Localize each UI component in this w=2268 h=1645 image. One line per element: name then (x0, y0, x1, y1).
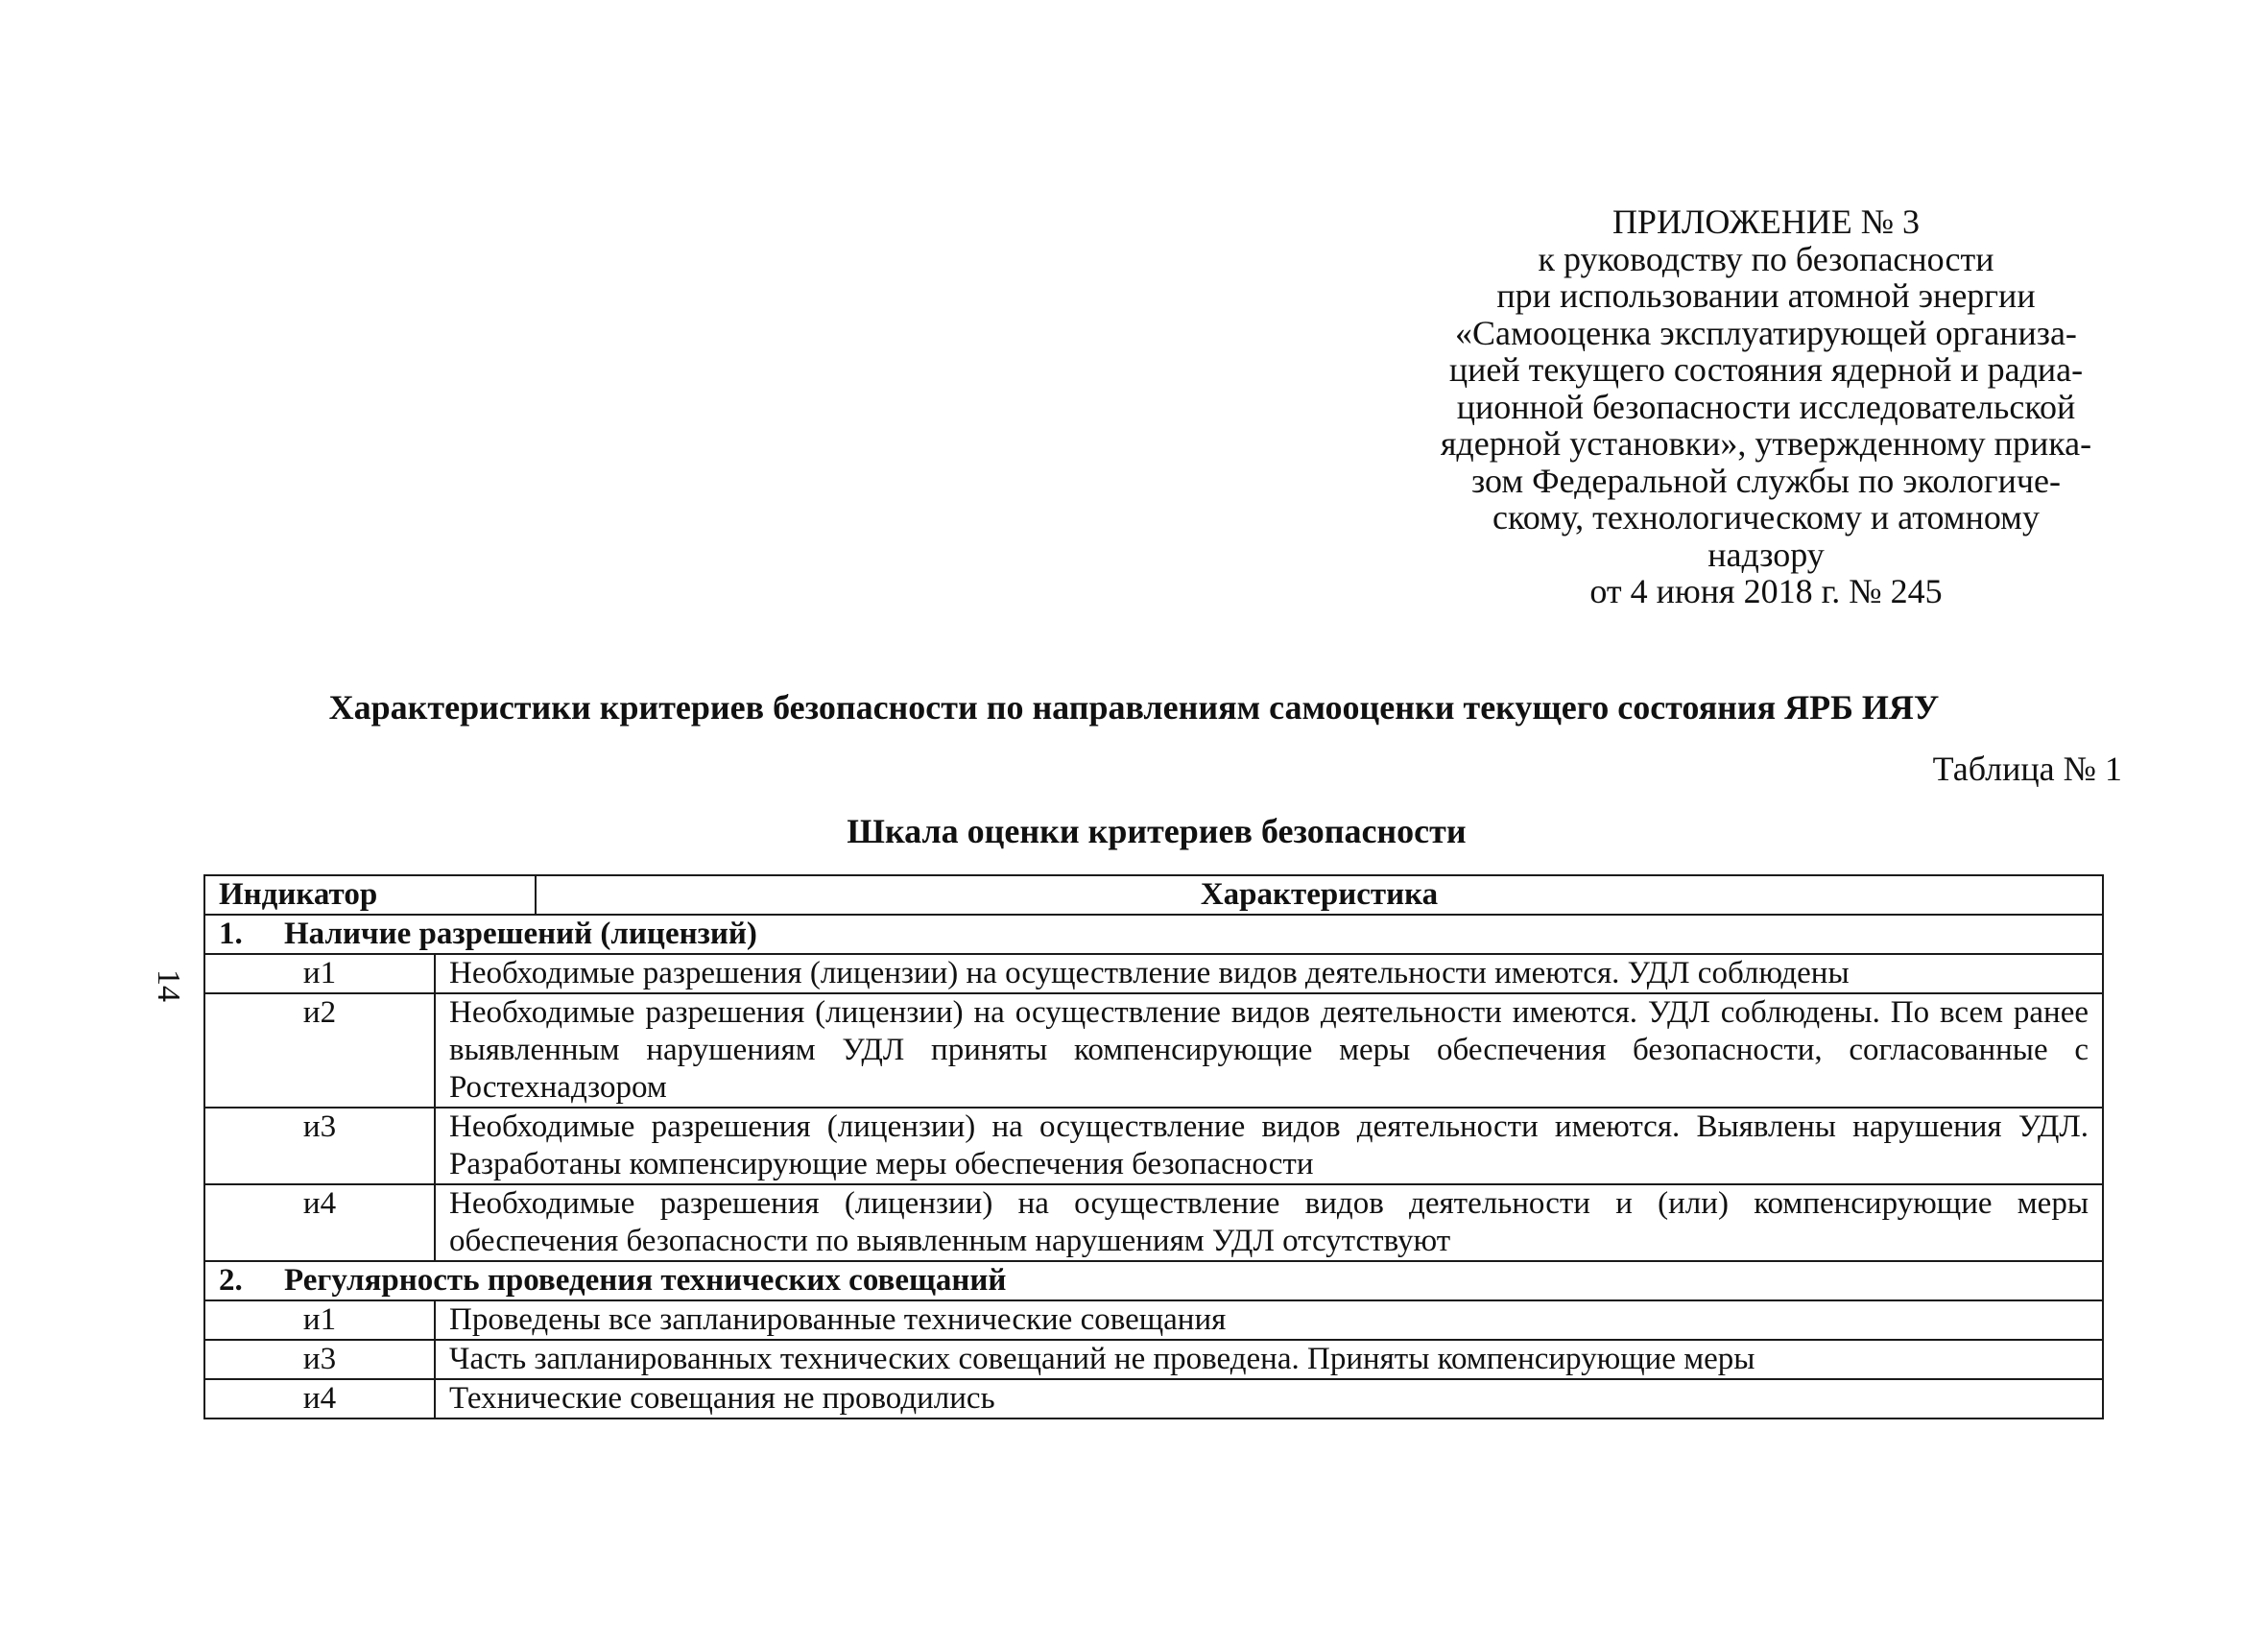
table-header-row (204, 875, 2103, 915)
indicator-description: Часть запланированных технических совещаний не проведена. Приняты компенсирующие меры (435, 1340, 2103, 1379)
indicator-code: и2 (204, 993, 435, 1108)
section-number: 2. (219, 1263, 243, 1298)
indicator-code: и4 (204, 1184, 435, 1261)
appendix-line: при использовании атомной энергии (1496, 276, 2036, 315)
table-row (204, 954, 2103, 993)
section-row (204, 1261, 2103, 1300)
section-row (204, 915, 2103, 954)
header-indicator: Индикатор (204, 875, 536, 915)
indicator-description: Необходимые разрешения (лицензии) на осуществление видов деятельности имеются. УДЛ соблюдены. По всем ранее выявленным нарушениям УДЛ приняты компенсирующие меры обеспечения безопасности, согласованные с Ростехнадзором (435, 993, 2103, 1108)
table-row (204, 1184, 2103, 1261)
indicator-code: и3 (204, 1340, 435, 1379)
header-characteristic: Характеристика (536, 875, 2103, 915)
table-title: Шкала оценки критериев безопасности (847, 812, 1467, 850)
section-heading (204, 915, 2103, 954)
appendix-line: ционной безопасности исследовательской (1456, 387, 2076, 426)
criteria-table (203, 874, 2104, 1419)
section-heading (204, 1261, 2103, 1300)
document-title: Характеристики критериев безопасности по направлениям самооценки текущего состояния ЯРБ ИЯУ (328, 688, 1940, 727)
table-row (204, 1108, 2103, 1184)
appendix-line: надзору (1707, 535, 1825, 574)
appendix-date-line: от 4 июня 2018 г. № 245 (1589, 572, 1943, 610)
table-row (204, 1300, 2103, 1340)
table-row (204, 1379, 2103, 1419)
indicator-code: и3 (204, 1108, 435, 1184)
table-row (204, 1340, 2103, 1379)
section-title: Наличие разрешений (лицензий) (284, 917, 757, 951)
appendix-line: цией текущего состояния ядерной и радиа- (1448, 350, 2084, 389)
page-number: 14 (151, 969, 186, 1002)
section-number: 1. (219, 917, 243, 951)
appendix-line: зом Федеральной службы по экологиче- (1471, 461, 2061, 500)
appendix-title: ПРИЛОЖЕНИЕ № 3 (1611, 203, 1921, 241)
appendix-line: «Самооценка эксплуатирующей организа- (1455, 313, 2077, 352)
appendix-block (1401, 203, 2131, 610)
indicator-code: и1 (204, 1300, 435, 1340)
indicator-code: и1 (204, 954, 435, 993)
section-title: Регулярность проведения технических совещаний (284, 1263, 1007, 1298)
table-row (204, 993, 2103, 1108)
appendix-line: ядерной установки», утвержденному прика- (1440, 424, 2092, 463)
table-number: Таблица № 1 (1932, 750, 2122, 788)
appendix-line: к руководству по безопасности (1538, 239, 1994, 278)
indicator-description: Необходимые разрешения (лицензии) на осуществление видов деятельности имеются. Выявлены нарушения УДЛ. Разработаны компенсирующие меры обеспечения безопасности (435, 1108, 2103, 1184)
indicator-description: Необходимые разрешения (лицензии) на осуществление видов деятельности имеются. УДЛ соблюдены (435, 954, 2103, 993)
indicator-code: и4 (204, 1379, 435, 1419)
appendix-line: скому, технологическому и атомному (1492, 498, 2040, 536)
indicator-description: Технические совещания не проводились (435, 1379, 2103, 1419)
indicator-description: Проведены все запланированные технические совещания (435, 1300, 2103, 1340)
indicator-description: Необходимые разрешения (лицензии) на осуществление видов деятельности и (или) компенсирующие меры обеспечения безопасности по выявленным нарушениям УДЛ отсутствуют (435, 1184, 2103, 1261)
